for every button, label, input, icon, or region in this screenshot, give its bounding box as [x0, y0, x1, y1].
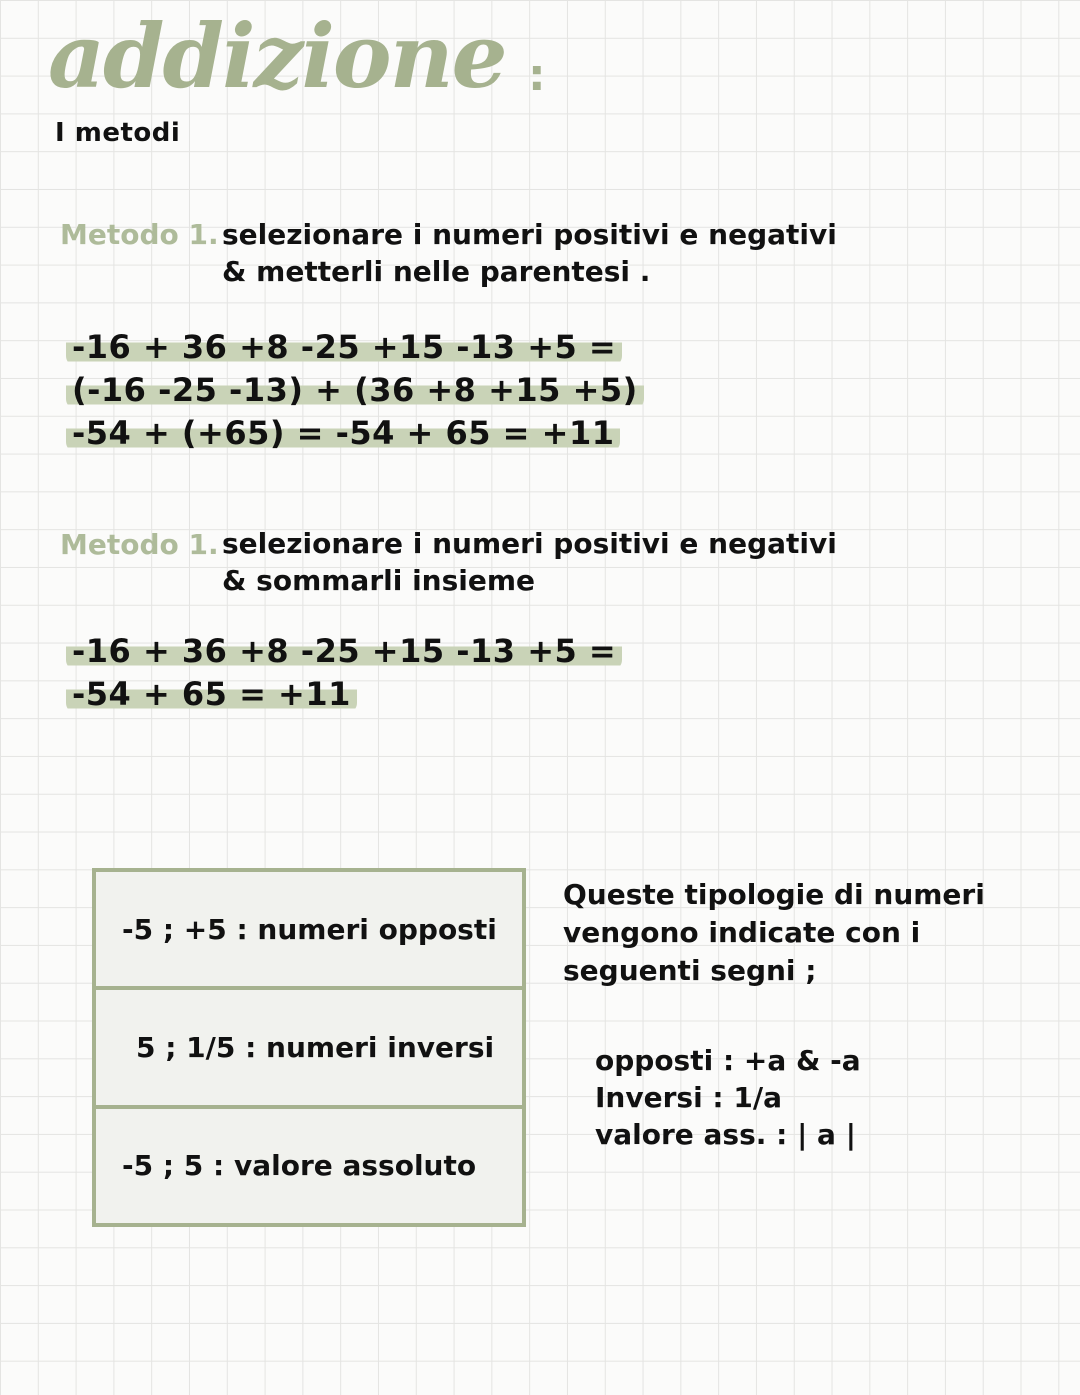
page-title: addizione: [48, 4, 506, 108]
method-2-line-1: selezionare i numeri positivi e negativi: [222, 527, 837, 560]
method-1-line-2: & metterli nelle parentesi .: [222, 255, 651, 288]
method-2-equation-1: -16 + 36 +8 -25 +15 -13 +5 =: [66, 632, 622, 670]
method-2-line-2: & sommarli insieme: [222, 564, 536, 597]
notes-valore: valore ass. : | a |: [595, 1118, 856, 1151]
method-2-equations: [66, 630, 622, 716]
number-types-table: [92, 868, 526, 1227]
method-1-equation-1: -16 + 36 +8 -25 +15 -13 +5 =: [66, 328, 622, 366]
method-1-line-1: selezionare i numeri positivi e negativi: [222, 218, 837, 251]
method-2-description: [222, 525, 837, 599]
notes-intro-line-3: seguenti segni ;: [563, 954, 817, 987]
table-row-valore: -5 ; 5 : valore assoluto: [96, 1105, 522, 1223]
notes-opposti: opposti : +a & -a: [595, 1044, 861, 1077]
notes-intro: [563, 876, 985, 990]
method-1-description: [222, 216, 837, 290]
table-row-inversi: 5 ; 1/5 : numeri inversi: [96, 986, 522, 1104]
method-2-equation-2: -54 + 65 = +11: [66, 675, 357, 713]
method-1-label: Metodo 1.: [60, 218, 219, 251]
method-1-equations: [66, 326, 644, 455]
notes-signs: [595, 1042, 861, 1153]
subtitle: I metodi: [55, 118, 181, 148]
notes-intro-line-2: vengono indicate con i: [563, 916, 921, 949]
notes-inversi: Inversi : 1/a: [595, 1081, 782, 1114]
title-colon: :: [528, 50, 546, 101]
method-1-equation-3: -54 + (+65) = -54 + 65 = +11: [66, 414, 620, 452]
method-2-label: Metodo 1.: [60, 528, 219, 561]
method-1-equation-2: (-16 -25 -13) + (36 +8 +15 +5): [66, 371, 644, 409]
notes-intro-line-1: Queste tipologie di numeri: [563, 878, 985, 911]
table-row-opposti: -5 ; +5 : numeri opposti: [122, 912, 497, 946]
